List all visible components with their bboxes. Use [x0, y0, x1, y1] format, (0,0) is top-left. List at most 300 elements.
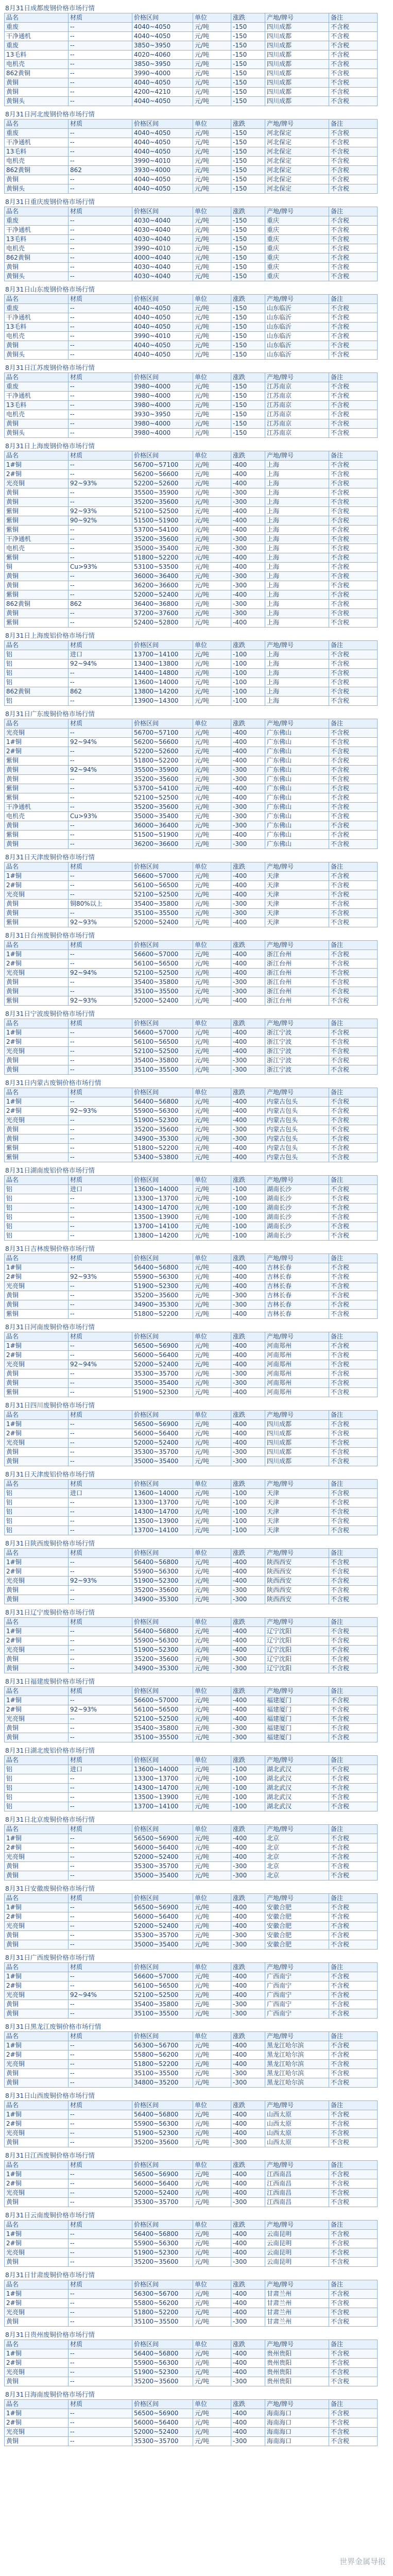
table-cell: 上海: [265, 581, 329, 590]
column-header: 产地/牌号: [265, 373, 329, 382]
table-cell: --: [69, 332, 132, 341]
table-cell: 河南郑州: [265, 1360, 329, 1369]
column-header: 品名: [5, 2340, 69, 2349]
table-cell: 元/吨: [193, 2078, 231, 2088]
table-row: [5, 950, 378, 959]
column-header: 备注: [329, 1825, 378, 1834]
table-cell: 紫铜: [5, 526, 69, 535]
table-row: [5, 429, 378, 438]
table-cell: --: [69, 1586, 132, 1595]
column-header: 产地/牌号: [265, 2400, 329, 2409]
table-row: [5, 2299, 378, 2308]
table-row: [5, 304, 378, 313]
table-row: [5, 147, 378, 157]
table-cell: 不含税: [329, 1231, 378, 1241]
price-section: [4, 852, 389, 927]
table-cell: 元/吨: [193, 535, 231, 544]
table-cell: 光亮铜: [5, 969, 69, 978]
table-cell: 辽宁沈阳: [265, 1646, 329, 1655]
table-cell: 56300~56700: [132, 2290, 193, 2299]
table-cell: 元/吨: [193, 2299, 231, 2308]
table-header-row: [5, 1756, 378, 1765]
table-cell: 元/吨: [193, 563, 231, 572]
table-cell: Cu>93%: [69, 812, 132, 821]
table-cell: -400: [231, 1912, 265, 1922]
table-cell: 元/吨: [193, 2317, 231, 2327]
column-header: 备注: [329, 373, 378, 382]
column-header: 价格区间: [132, 2032, 193, 2041]
column-header: 价格区间: [132, 1756, 193, 1765]
table-cell: 辽宁沈阳: [265, 1664, 329, 1673]
column-header: 价格区间: [132, 451, 193, 461]
table-cell: --: [69, 1715, 132, 1724]
table-cell: --: [69, 1784, 132, 1793]
table-cell: 56400~56800: [132, 1097, 193, 1107]
table-cell: 3930~4000: [132, 166, 193, 175]
table-cell: 不含税: [329, 2418, 378, 2428]
table-cell: --: [69, 1134, 132, 1144]
table-cell: -400: [231, 470, 265, 479]
table-row: [5, 987, 378, 996]
table-cell: 贵州贵阳: [265, 2368, 329, 2377]
column-header: 品名: [5, 2221, 69, 2230]
table-cell: 不含税: [329, 498, 378, 507]
table-row: [5, 918, 378, 927]
table-cell: 元/吨: [193, 1097, 231, 1107]
column-header: 涨跌: [231, 1254, 265, 1263]
table-row: [5, 909, 378, 918]
table-row: [5, 1263, 378, 1273]
table-cell: 内蒙古包头: [265, 1097, 329, 1107]
table-row: [5, 323, 378, 332]
column-header: 品名: [5, 2032, 69, 2041]
table-row: [5, 1429, 378, 1438]
table-cell: -400: [231, 553, 265, 563]
table-row: [5, 350, 378, 360]
column-header: 涨跌: [231, 862, 265, 872]
table-row: [5, 1379, 378, 1388]
section-title: 8月31日四川废铜价格市场行情: [5, 1401, 95, 1409]
table-cell: 92~94%: [69, 659, 132, 669]
table-cell: 重废: [5, 23, 69, 32]
table-cell: 元/吨: [193, 1498, 231, 1507]
table-cell: 黄铜: [5, 1125, 69, 1134]
table-cell: 51800~52200: [132, 1310, 193, 1319]
table-cell: 黄铜: [5, 766, 69, 775]
table-cell: -300: [231, 1291, 265, 1300]
price-table: [4, 1019, 378, 1075]
table-cell: 3980~4000: [132, 429, 193, 438]
column-header: 涨跌: [231, 719, 265, 728]
table-cell: 不含税: [329, 669, 378, 678]
table-cell: --: [69, 1595, 132, 1604]
table-cell: 湖南长沙: [265, 1204, 329, 1213]
price-section: [4, 631, 389, 706]
price-table: [4, 2031, 378, 2088]
table-cell: 不含税: [329, 978, 378, 987]
column-header: 品名: [5, 941, 69, 950]
table-cell: 不含税: [329, 313, 378, 323]
table-cell: -400: [231, 2368, 265, 2377]
table-cell: --: [69, 1342, 132, 1351]
table-header-row: [5, 2161, 378, 2170]
table-cell: 14400~14800: [132, 669, 193, 678]
table-cell: --: [69, 678, 132, 687]
table-row: [5, 1991, 378, 2000]
table-cell: 山东临沂: [265, 341, 329, 350]
column-header: 产地/牌号: [265, 719, 329, 728]
table-cell: 不含税: [329, 1595, 378, 1604]
table-cell: 不含税: [329, 618, 378, 628]
table-cell: 铝: [5, 1793, 69, 1802]
table-cell: 元/吨: [193, 1360, 231, 1369]
table-cell: 黄铜: [5, 341, 69, 350]
table-cell: --: [69, 1263, 132, 1273]
table-cell: --: [69, 216, 132, 226]
column-header: 品名: [5, 1825, 69, 1834]
column-header: 价格区间: [132, 1254, 193, 1263]
table-cell: --: [69, 2120, 132, 2129]
table-cell: 元/吨: [193, 609, 231, 618]
table-row: [5, 88, 378, 97]
section-title: 8月31日辽宁废铜价格市场行情: [5, 1608, 95, 1616]
table-cell: -400: [231, 1577, 265, 1586]
table-cell: 元/吨: [193, 775, 231, 784]
table-cell: 元/吨: [193, 900, 231, 909]
table-cell: 不含税: [329, 1310, 378, 1319]
table-cell: 黄铜: [5, 1379, 69, 1388]
table-cell: -300: [231, 978, 265, 987]
table-header-row: [5, 2340, 378, 2349]
table-cell: -300: [231, 1125, 265, 1134]
table-cell: 元/吨: [193, 872, 231, 881]
table-cell: 92~93%: [69, 1273, 132, 1282]
price-table: [4, 1962, 378, 2019]
table-cell: --: [69, 1724, 132, 1733]
table-cell: 56500~56900: [132, 1834, 193, 1843]
table-cell: 元/吨: [193, 1204, 231, 1213]
table-cell: 元/吨: [193, 498, 231, 507]
column-header: 单位: [193, 941, 231, 950]
table-row: [5, 2248, 378, 2258]
column-header: 单位: [193, 1618, 231, 1627]
table-cell: --: [69, 147, 132, 157]
table-cell: 不含税: [329, 2409, 378, 2418]
table-row: [5, 1724, 378, 1733]
table-cell: 山东临沂: [265, 313, 329, 323]
table-cell: --: [69, 821, 132, 831]
table-row: [5, 2308, 378, 2317]
price-section: [4, 284, 389, 360]
table-cell: -300: [231, 2258, 265, 2267]
table-cell: 不含税: [329, 2258, 378, 2267]
table-cell: 山西太原: [265, 2129, 329, 2138]
table-cell: 1#铜: [5, 1696, 69, 1705]
table-cell: 光亮铜: [5, 1360, 69, 1369]
column-header: 材质: [69, 862, 132, 872]
table-cell: 光亮铜: [5, 1922, 69, 1931]
table-cell: 紫铜: [5, 516, 69, 526]
table-cell: 2#铜: [5, 1912, 69, 1922]
table-cell: -150: [231, 429, 265, 438]
table-cell: -300: [231, 2069, 265, 2078]
table-cell: 上海: [265, 563, 329, 572]
table-header-row: [5, 1411, 378, 1420]
table-cell: 2#铜: [5, 470, 69, 479]
table-cell: 不含税: [329, 881, 378, 890]
table-cell: -300: [231, 2437, 265, 2446]
table-cell: --: [69, 488, 132, 498]
table-cell: 56700~57100: [132, 728, 193, 738]
table-cell: -400: [231, 728, 265, 738]
table-cell: -400: [231, 756, 265, 766]
table-row: [5, 969, 378, 978]
table-cell: -400: [231, 2248, 265, 2258]
column-header: 涨跌: [231, 1549, 265, 1558]
table-cell: -400: [231, 2041, 265, 2050]
table-cell: 1#铜: [5, 461, 69, 470]
table-cell: 13毛料: [5, 323, 69, 332]
column-header: 材质: [69, 641, 132, 650]
table-row: [5, 1636, 378, 1646]
table-header-row: [5, 941, 378, 950]
column-header: 涨跌: [231, 1019, 265, 1028]
column-header: 单位: [193, 2280, 231, 2290]
table-cell: -300: [231, 1369, 265, 1379]
column-header: 材质: [69, 1894, 132, 1903]
table-cell: --: [69, 410, 132, 419]
table-cell: 不含税: [329, 1065, 378, 1075]
table-cell: 862黄铜: [5, 687, 69, 697]
table-cell: 湖北武汉: [265, 1802, 329, 1811]
table-cell: 35100~35500: [132, 987, 193, 996]
table-cell: 电机壳: [5, 244, 69, 253]
table-cell: 1#铜: [5, 2170, 69, 2179]
section-title: 8月31日广东废铜价格市场行情: [5, 710, 95, 718]
table-cell: 元/吨: [193, 890, 231, 900]
table-cell: 上海: [265, 553, 329, 563]
price-table: [4, 2340, 378, 2386]
table-cell: 53700~54100: [132, 526, 193, 535]
table-cell: --: [69, 831, 132, 840]
table-cell: 不含税: [329, 1153, 378, 1162]
table-cell: 不含税: [329, 350, 378, 360]
price-section: [4, 2210, 389, 2267]
price-section: [4, 1469, 389, 1535]
table-row: [5, 872, 378, 881]
table-cell: 不含税: [329, 1922, 378, 1931]
column-header: 材质: [69, 1549, 132, 1558]
table-cell: 紫铜: [5, 784, 69, 793]
table-cell: 56100~56500: [132, 1038, 193, 1047]
table-cell: 1#铜: [5, 1420, 69, 1429]
table-cell: 四川成都: [265, 41, 329, 50]
table-cell: 元/吨: [193, 88, 231, 97]
table-cell: 进口: [69, 1185, 132, 1194]
column-header: 涨跌: [231, 1088, 265, 1097]
table-cell: 天津: [265, 1517, 329, 1526]
table-cell: 13毛料: [5, 50, 69, 60]
table-cell: 不含税: [329, 1498, 378, 1507]
column-header: 材质: [69, 1618, 132, 1627]
table-cell: 不含税: [329, 1843, 378, 1853]
section-title: 8月31日贵州废铜价格市场行情: [5, 2331, 95, 2338]
table-cell: 不含税: [329, 166, 378, 175]
table-cell: 黄铜: [5, 909, 69, 918]
table-cell: -300: [231, 1655, 265, 1664]
table-cell: -400: [231, 747, 265, 756]
table-cell: --: [69, 323, 132, 332]
price-section: [4, 1815, 389, 1880]
table-cell: 不含税: [329, 609, 378, 618]
table-cell: 862黄铜: [5, 253, 69, 263]
table-cell: 元/吨: [193, 687, 231, 697]
table-cell: 不含税: [329, 1116, 378, 1125]
table-cell: 元/吨: [193, 2069, 231, 2078]
table-cell: --: [69, 1802, 132, 1811]
table-cell: 吉林长春: [265, 1300, 329, 1310]
table-cell: 4030~4040: [132, 235, 193, 244]
table-row: [5, 488, 378, 498]
table-cell: -300: [231, 1664, 265, 1673]
table-cell: 湖北武汉: [265, 1793, 329, 1802]
table-cell: 56600~57000: [132, 872, 193, 881]
table-cell: 重废: [5, 382, 69, 392]
table-row: [5, 747, 378, 756]
table-cell: 不含税: [329, 1733, 378, 1742]
table-cell: 黄铜: [5, 1448, 69, 1457]
table-row: [5, 1802, 378, 1811]
table-cell: --: [69, 1871, 132, 1880]
table-cell: -100: [231, 1507, 265, 1517]
column-header: 单位: [193, 2221, 231, 2230]
table-cell: 浙江宁波: [265, 1056, 329, 1065]
column-header: 涨跌: [231, 1332, 265, 1342]
table-cell: 不含税: [329, 581, 378, 590]
column-header: 材质: [69, 207, 132, 216]
table-cell: 51900~52300: [132, 2248, 193, 2258]
table-cell: 不含税: [329, 1696, 378, 1705]
table-cell: 元/吨: [193, 1438, 231, 1448]
table-cell: 不含税: [329, 1222, 378, 1231]
table-cell: 元/吨: [193, 1940, 231, 1950]
table-cell: 不含税: [329, 775, 378, 784]
table-row: [5, 766, 378, 775]
table-cell: 元/吨: [193, 2000, 231, 2009]
table-cell: 铝: [5, 1231, 69, 1241]
table-cell: 元/吨: [193, 697, 231, 706]
table-header-row: [5, 1549, 378, 1558]
table-cell: -300: [231, 609, 265, 618]
table-cell: 2#铜: [5, 747, 69, 756]
table-cell: 元/吨: [193, 1144, 231, 1153]
table-cell: -300: [231, 1586, 265, 1595]
table-cell: 52000~52400: [132, 590, 193, 600]
table-cell: 元/吨: [193, 1213, 231, 1222]
table-cell: 不含税: [329, 563, 378, 572]
table-cell: --: [69, 1144, 132, 1153]
table-cell: -400: [231, 784, 265, 793]
table-cell: 广东佛山: [265, 756, 329, 766]
table-cell: -400: [231, 1342, 265, 1351]
table-cell: 不含税: [329, 2349, 378, 2359]
table-row: [5, 1981, 378, 1991]
table-cell: --: [69, 840, 132, 849]
table-cell: 不含税: [329, 23, 378, 32]
table-cell: 元/吨: [193, 1627, 231, 1636]
table-cell: 元/吨: [193, 572, 231, 581]
table-row: [5, 1627, 378, 1636]
table-cell: 不含税: [329, 803, 378, 812]
table-cell: 天津: [265, 909, 329, 918]
table-cell: 浙江台州: [265, 987, 329, 996]
table-cell: 湖南长沙: [265, 1194, 329, 1204]
table-cell: 陕西西安: [265, 1567, 329, 1577]
table-cell: 不含税: [329, 678, 378, 687]
table-cell: --: [69, 1940, 132, 1950]
column-header: 产地/牌号: [265, 1480, 329, 1489]
price-table: [4, 2220, 378, 2267]
section-title: 8月31日天津废铝价格市场行情: [5, 1470, 95, 1478]
table-cell: 铝: [5, 1204, 69, 1213]
table-cell: -300: [231, 2377, 265, 2386]
column-header: 单位: [193, 120, 231, 129]
table-cell: 元/吨: [193, 226, 231, 235]
table-row: [5, 1526, 378, 1535]
table-cell: 甘肃兰州: [265, 2290, 329, 2299]
table-cell: 甘肃兰州: [265, 2317, 329, 2327]
table-cell: 上海: [265, 618, 329, 628]
table-cell: --: [69, 1438, 132, 1448]
column-header: 产地/牌号: [265, 2161, 329, 2170]
table-cell: 不含税: [329, 253, 378, 263]
column-header: 单位: [193, 1756, 231, 1765]
table-cell: 51800~52200: [132, 2308, 193, 2317]
table-cell: 河北保定: [265, 147, 329, 157]
table-cell: 紫铜: [5, 756, 69, 766]
table-cell: 陕西西安: [265, 1558, 329, 1567]
table-cell: 不含税: [329, 1940, 378, 1950]
table-cell: 4030~4040: [132, 216, 193, 226]
table-cell: -150: [231, 147, 265, 157]
table-cell: 进口: [69, 1765, 132, 1774]
column-header: 单位: [193, 1894, 231, 1903]
table-cell: --: [69, 50, 132, 60]
table-cell: 不含税: [329, 1784, 378, 1793]
table-cell: 13800~14200: [132, 1231, 193, 1241]
table-cell: 云南昆明: [265, 2248, 329, 2258]
table-cell: 内蒙古包头: [265, 1116, 329, 1125]
table-cell: 13900~14300: [132, 697, 193, 706]
table-cell: 福建厦门: [265, 1696, 329, 1705]
table-cell: 不含税: [329, 840, 378, 849]
table-cell: 安徽合肥: [265, 1903, 329, 1912]
table-cell: 56000~56400: [132, 1843, 193, 1853]
table-cell: 元/吨: [193, 553, 231, 563]
table-row: [5, 2258, 378, 2267]
table-cell: -400: [231, 1853, 265, 1862]
table-cell: 2#铜: [5, 2179, 69, 2189]
table-header-row: [5, 13, 378, 23]
table-cell: -300: [231, 1931, 265, 1940]
table-row: [5, 784, 378, 793]
table-cell: 河北保定: [265, 166, 329, 175]
table-cell: 元/吨: [193, 60, 231, 69]
table-cell: 上海: [265, 678, 329, 687]
table-cell: 铝: [5, 1526, 69, 1535]
table-cell: 湖北武汉: [265, 1774, 329, 1784]
table-row: [5, 332, 378, 341]
